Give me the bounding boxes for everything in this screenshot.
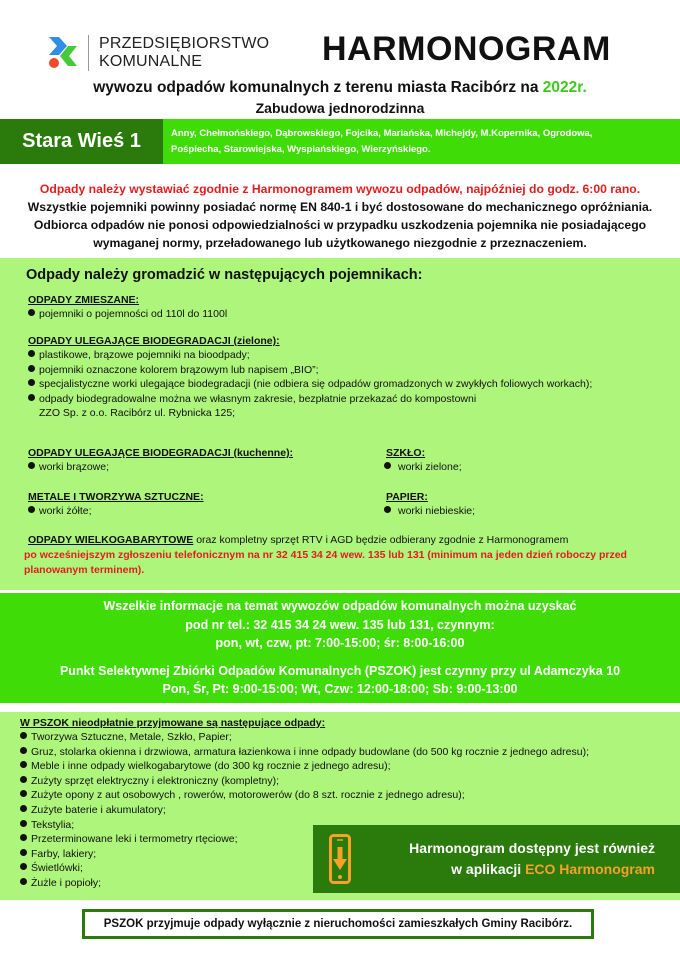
pszok-title: W PSZOK nieodpłatnie przyjmowane są następujące odpady: [20,717,326,729]
page-title: HARMONOGRAM [322,30,611,68]
subtitle-year: 2022r. [542,79,587,96]
contact-info-section [0,593,680,703]
pszok-address: Punkt Selektywnej Zbiórki Odpadów Komunalnych (PSZOK) jest czynny przy ul Adamczyka 10 [59,663,621,678]
category-bio-kitchen-item [28,460,109,475]
list-item [28,392,678,407]
bullet-icon [20,747,27,754]
pszok-footer-note: PSZOK przyjmuje odpady wyłącznie z nieruchomości zamieszkałych Gminy Racibórz. [82,909,594,939]
item-text: worki zielone; [398,461,462,473]
list-item [20,745,675,760]
area-name: Stara Wieś 1 [0,119,163,164]
list-item [20,730,675,745]
company-name-line1: PRZEDSIĘBIORSTWO [99,35,270,52]
containers-section [0,258,680,590]
bullet-icon [20,776,27,783]
list-item [20,759,675,774]
item-text: pojemniki oznaczone kolorem brązowym lub napisem „BIO”; [39,363,319,376]
category-mixed-title: ODPADY ZMIESZANE: [28,294,140,306]
category-bio-kitchen-title: ODPADY ULEGAJĄCE BIODEGRADACJI (kuchenne): [28,447,294,459]
phone-download-icon [329,834,351,884]
bullet-icon [384,462,391,469]
item-text: plastikowe, brązowe pojemniki na bioodpady; [39,349,250,361]
building-type: Zabudowa jednorodzinna [255,100,425,116]
info-phone: pod nr tel.: 32 415 34 24 wew. 135 lub 131, czynnym: [185,617,495,632]
bulky-waste-info [24,533,678,578]
category-mixed-item [28,307,227,322]
item-text: Farby, lakiery; [31,847,97,860]
app-name: ECO Harmonogram [525,861,655,877]
app-promo-prefix: w aplikacji [451,861,526,877]
notice-deadline: Odpady należy wystawiać zgodnie z Harmonogramem wywozu odpadów, najpóźniej do godz. 6:00 rano. [39,182,641,196]
app-promo[interactable] [313,825,680,893]
bulky-phone-line-1: po wcześniejszym zgłoszeniu telefonicznym na nr 32 415 34 24 wew. 135 lub 131 (minimum na jeden dzień roboczy przed [24,548,627,561]
bullet-icon [28,350,35,357]
list-item [28,348,678,363]
notice-norm: Wszystkie pojemniki powinny posiadać normę EN 840-1 i być dostosowane do mechanicznego opróżniania. [27,200,653,214]
item-text: Zużyte baterie i akumulatory; [31,803,166,816]
item-text: worki żółte; [39,505,92,517]
bullet-icon [20,761,27,768]
category-glass-item [384,460,462,475]
category-metals-title: METALE I TWORZYWA SZTUCZNE: [28,491,204,503]
company-name-line2: KOMUNALNE [99,53,203,70]
bullet-icon [28,394,35,401]
item-text: Zużyte opony z aut osobowych , rowerów, motorowerów (do 8 szt. rocznie z jednego adresu); [31,789,465,802]
bulky-title: ODPADY WIELKOGABARYTOWE [28,534,194,546]
item-text: Zużyty sprzęt elektryczny i elektroniczny (kompletny); [31,774,279,787]
bullet-icon [28,309,35,316]
bullet-icon [20,863,27,870]
item-text: Przeterminowane leki i termometry rtęciowe; [31,833,238,846]
subtitle-text: wywozu odpadów komunalnych z terenu miasta Racibórz na [93,79,543,96]
bullet-icon [20,790,27,797]
item-text: specjalistyczne worki ulegające biodegradacji (nie odbiera się odpadów gromadzonych w zwykłych foliowych workach); [39,378,593,391]
app-promo-line-2 [373,859,655,880]
bulky-phone-line-2: planowanym terminem). [24,563,145,576]
category-bio-green-title: ODPADY ULEGAJĄCE BIODEGRADACJI (zielone): [28,335,280,347]
bullet-icon [20,849,27,856]
area-streets [171,126,651,158]
bullet-icon [384,506,391,513]
item-text: pojemniki o pojemności od 110l do 1100l [39,308,228,320]
notice-liability-1: Odbiorca odpadów nie ponosi odpowiedzialności w przypadku uszkodzenia pojemnika nie posiadającego [33,218,647,232]
notice-liability-2: wymaganej normy, przeładowanego lub użytkowanego niezgodnie z przeznaczeniem. [93,236,587,250]
notices [0,180,680,252]
item-text: Świetlówki; [31,862,83,875]
company-name [99,35,269,71]
category-bio-green-list [28,348,678,421]
info-hours: pon, wt, czw, pt: 7:00-15:00; śr: 8:00-16:00 [215,636,465,650]
bullet-icon [28,379,35,386]
category-glass-title: SZKŁO: [386,447,426,459]
bullet-icon [20,834,27,841]
category-paper-item [384,504,475,519]
bullet-icon [28,365,35,372]
bullet-icon [28,506,35,513]
company-logo-icon [47,35,79,69]
list-item-continuation: ZZO Sp. z o.o. Racibórz ul. Rybnicka 125; [39,407,236,420]
bullet-icon [20,732,27,739]
containers-heading: Odpady należy gromadzić w następujących pojemnikach: [26,267,423,283]
item-text: Żużle i popioły; [31,876,102,889]
item-text: Meble i inne odpady wielkogabarytowe (do 300 kg rocznie z jednego adresu); [31,760,391,773]
bullet-icon [20,805,27,812]
streets-line-1: Anny, Chełmońskiego, Dąbrowskiego, Fojcika, Mariańska, Michejdy, M.Kopernika, Ogrodowa, [171,128,593,139]
category-metals-item [28,504,92,519]
item-text: worki niebieskie; [398,505,476,517]
item-text: odpady biodegradowalne można we własnym zakresie, bezpłatnie przekazać do kompostowni [39,392,477,405]
bullet-icon [20,878,27,885]
bulky-text: oraz kompletny sprzęt RTV i AGD będzie odbierany zgodnie z Harmonogramem [193,534,569,546]
category-paper-title: PAPIER: [386,491,428,503]
list-item [28,363,678,378]
item-text: worki brązowe; [39,461,110,473]
info-line-1: Wszelkie informacje na temat wywozów odpadów komunalnych można uzyskać [103,599,577,613]
bullet-icon [28,462,35,469]
item-text: Tekstylia; [31,818,75,831]
item-text: Gruz, stolarka okienna i drzwiowa, armatura łazienkowa i inne odpady budowlane (do 500 kg rocznie z jednego adresu); [31,745,589,758]
list-item [20,774,675,789]
area-strip [0,119,680,164]
app-promo-text [373,838,655,880]
item-text: Tworzywa Sztuczne, Metale, Szkło, Papier; [31,731,232,743]
bullet-icon [20,820,27,827]
pszok-hours: Pon, Śr, Pt: 9:00-15:00; Wt, Czw: 12:00-18:00; Sb: 9:00-13:00 [162,682,518,696]
page-subtitle [0,79,680,97]
logo-divider [88,35,89,71]
list-item [28,377,678,392]
streets-line-2: Pośpiecha, Starowiejska, Wyspiańskiego, Wierzyńskiego. [171,144,431,155]
list-item [20,788,675,803]
list-item [20,803,675,818]
app-promo-line-1: Harmonogram dostępny jest również [409,840,655,856]
